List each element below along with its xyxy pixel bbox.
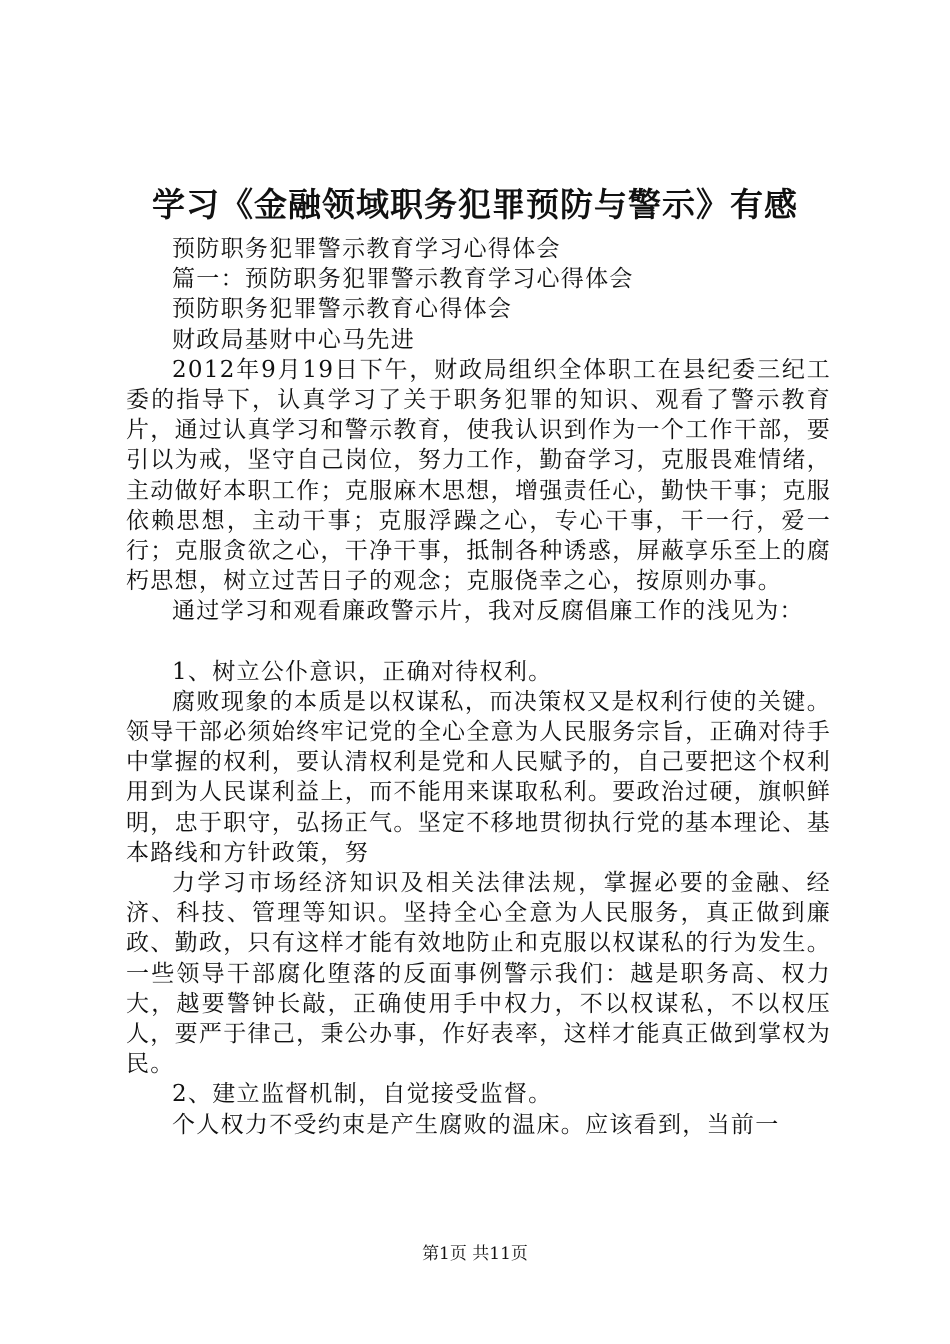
body-paragraph: 2012年9月19日下午，财政局组织全体职工在县纪委三纪工委的指导下，认真学习了关于职务犯罪的知识、观看了警示教育片，通过认真学习和警示教育，使我认识到作为一个工作干部，要引以为戒，坚守自己岗位，努力工作，勤奋学习，克服畏难情绪，主动做好本职工作；克服麻木思想，增强责任心，勤快干事；克服依赖思想，主动干事；克服浮躁之心，专心干事，干一行，爱一行；克服贪欲之心，干净干事，抵制各种诱惑，屏蔽享乐至上的腐朽思想，树立过苦日子的观念；克服侥幸之心，按原则办事。 <box>126 356 831 595</box>
body-paragraph: 力学习市场经济知识及相关法律法规，掌握必要的金融、经济、科技、管理等知识。坚持全心全意为人民服务，真正做到廉政、勤政，只有这样才能有效地防止和克服以权谋私的行为发生。一些领导干部腐化堕落的反面事例警示我们：越是职务高、权力大，越要警钟长敲，正确使用手中权力，不以权谋私，不以权压人，要严于律己，秉公办事，作好表率，这样才能真正做到掌权为民。 <box>126 870 831 1078</box>
point-heading-2: 2、建立监督机制，自觉接受监督。 <box>172 1081 553 1108</box>
author-line: 财政局基财中心马先进 <box>172 326 415 353</box>
point-heading-1: 1、树立公仆意识，正确对待权利。 <box>172 658 553 685</box>
page-number-footer: 第1页 共11页 <box>422 1244 528 1264</box>
subtitle-line: 预防职务犯罪警示教育学习心得体会 <box>172 236 561 262</box>
document-body <box>126 234 831 1140</box>
essay-title: 预防职务犯罪警示教育心得体会 <box>172 296 513 323</box>
document-title: 学习《金融领域职务犯罪预防与警示》有感 <box>152 185 798 224</box>
body-paragraph: 腐败现象的本质是以权谋私，而决策权又是权利行使的关键。领导干部必须始终牢记党的全心全意为人民服务宗旨，正确对待手中掌握的权利，要认清权利是党和人民赋予的，自己要把这个权利用到为人民谋利益上，而不能用来谋取私利。要政治过硬，旗帜鲜明，忠于职守，弘扬正气。坚定不移地贯彻执行党的基本理论、基本路线和方针政策，努 <box>126 688 831 866</box>
body-paragraph: 通过学习和观看廉政警示片，我对反腐倡廉工作的浅见为： <box>172 598 804 625</box>
body-paragraph: 个人权力不受约束是产生腐败的温床。应该看到，当前一 <box>172 1111 780 1138</box>
section-heading: 篇一：预防职务犯罪警示教育学习心得体会 <box>172 266 634 293</box>
